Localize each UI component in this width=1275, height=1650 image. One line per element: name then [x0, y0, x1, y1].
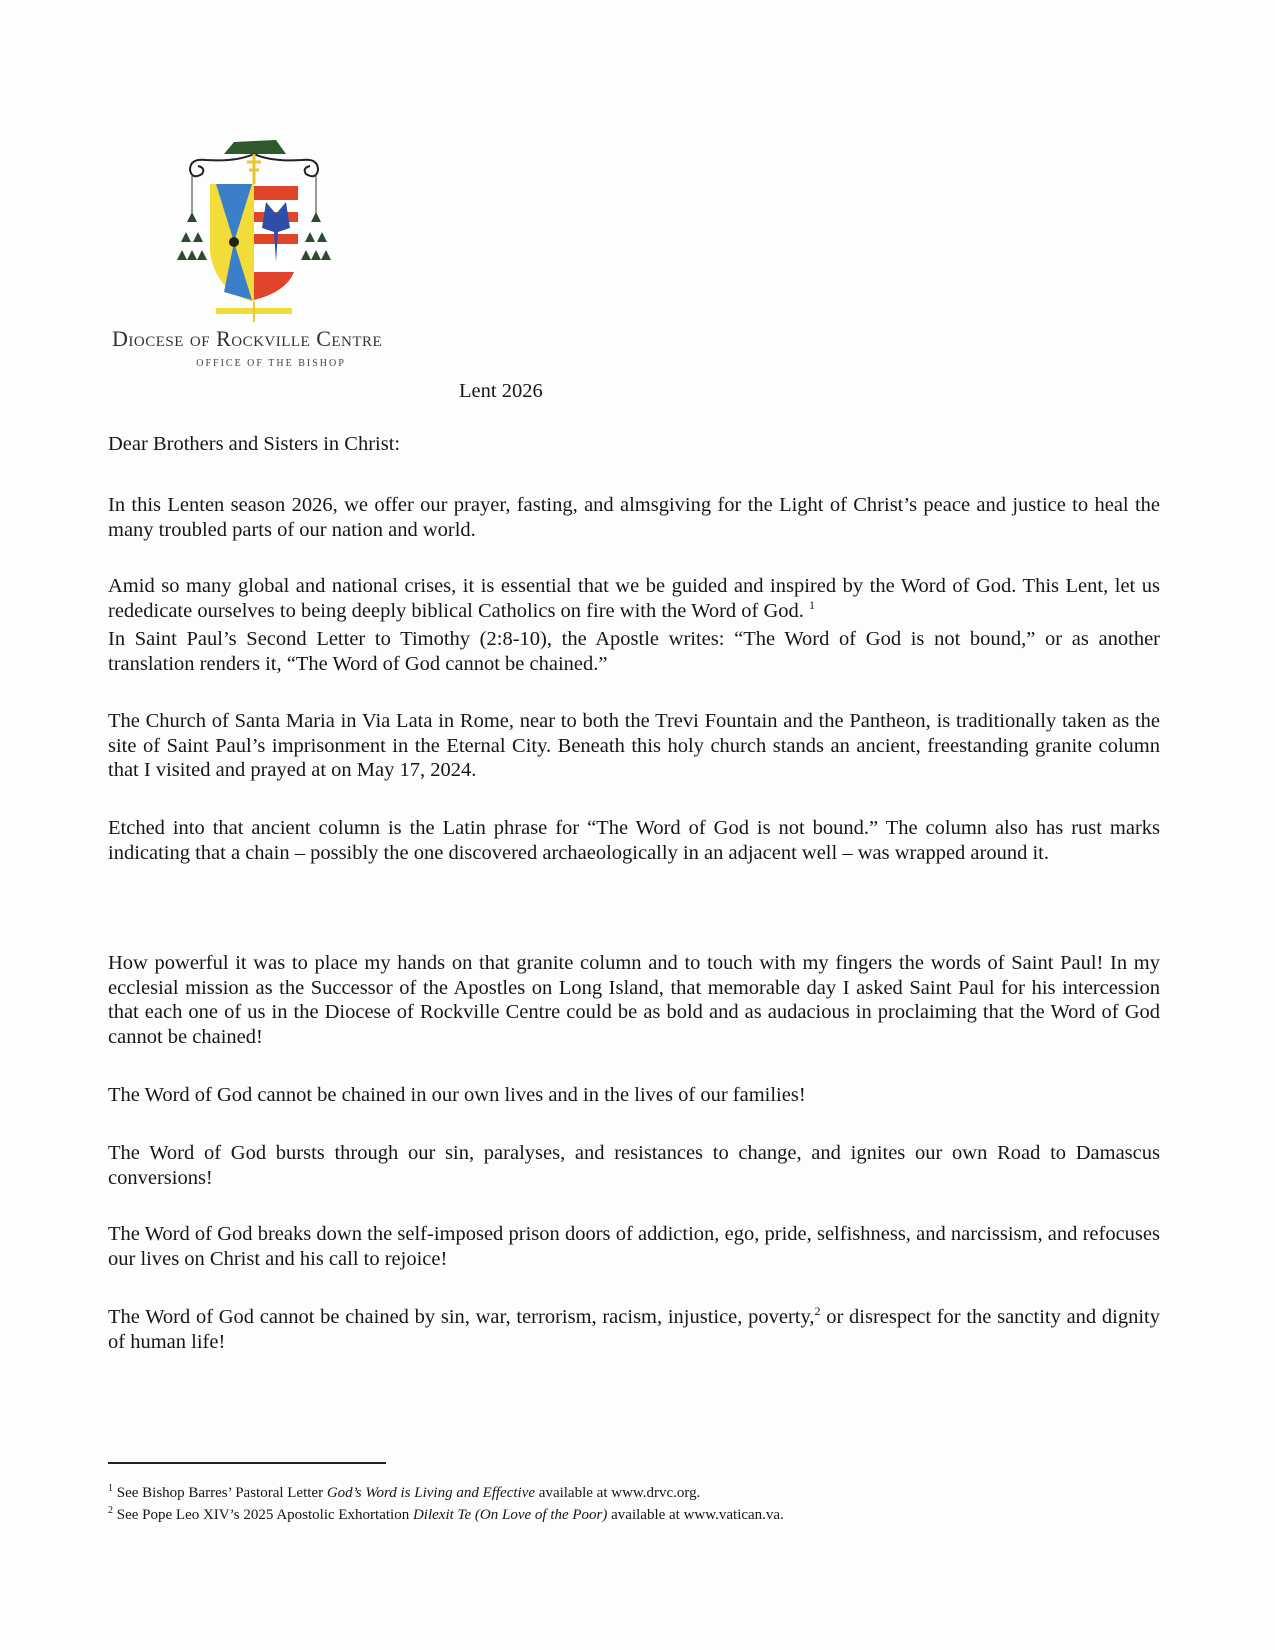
paragraph: In this Lenten season 2026, we offer our prayer, fasting, and almsgiving for the Light of Christ’s peace and justice to heal the many troubled parts of our nation and world.: [108, 494, 1160, 541]
paragraph: The Word of God cannot be chained in our own lives and in the lives of our families!: [108, 1084, 806, 1106]
footnote: $^2$ See Pope Leo XIV’s 2025 Apostolic Exhortation Dilexit Te (On Love of the Poor) available at www.vatican.va.: [108, 1505, 784, 1523]
paragraph: How powerful it was to place my hands on that granite column and to touch with my fingers the words of Saint Paul! In my ecclesial mission as the Successor of the Apostles on Long Island, that memorable day I asked Saint Paul for his intercession that each one of us in the Diocese of Rockville Centre could be as bold and as audacious in proclaiming that the Word of God cannot be chained!: [108, 952, 1160, 1048]
footnote-divider: [108, 1462, 386, 1464]
letter-date: Lent 2026: [459, 380, 543, 402]
footnote-ref: 2: [814, 1304, 821, 1319]
footnote-ref: 1: [809, 597, 816, 612]
paragraph: The Church of Santa Maria in Via Lata in Rome, near to both the Trevi Fountain and the Pantheon, is traditionally taken as the site of Saint Paul’s imprisonment in the Eternal City. Beneath this holy church stands an ancient, freestanding granite column that I visited and prayed at on May 17, 2024.: [108, 710, 1160, 781]
office-name: OFFICE OF THE BISHOP: [196, 358, 346, 369]
paragraph: Etched into that ancient column is the Latin phrase for “The Word of God is not bound.” The column also has rust marks indicating that a chain – possibly the one discovered archaeologically in an adjacent well – was wrapped around it.: [108, 817, 1160, 864]
salutation: Dear Brothers and Sisters in Christ:: [108, 433, 401, 455]
paragraph: The Word of God bursts through our sin, paralyses, and resistances to change, and ignites our own Road to Damascus conversions!: [108, 1142, 1160, 1189]
footnote: $^1$ See Bishop Barres’ Pastoral Letter God’s Word is Living and Effective available at www.drvc.org.: [108, 1483, 701, 1501]
paragraph: In Saint Paul’s Second Letter to Timothy (2:8-10), the Apostle writes: “The Word of God is not bound,” or as another translation renders it, “The Word of God cannot be chained.”: [108, 628, 1160, 675]
coat-of-arms-logo: [176, 132, 331, 322]
paragraph: Amid so many global and national crises, it is essential that we be guided and inspired by the Word of God. This Lent, let us rededicate ourselves to being deeply biblical Catholics on fire with the Word of God. $^1$: [108, 575, 1160, 622]
paragraph: The Word of God breaks down the self-imposed prison doors of addiction, ego, pride, selfishness, and narcissism, and refocuses our lives on Christ and his call to rejoice!: [108, 1223, 1160, 1270]
organization-name: Diocese of Rockville Centre: [112, 326, 383, 351]
paragraph: The Word of God cannot be chained by sin, war, terrorism, racism, injustice, poverty,$^2$ or disrespect for the sanctity and dignity of human life!: [108, 1304, 1160, 1353]
